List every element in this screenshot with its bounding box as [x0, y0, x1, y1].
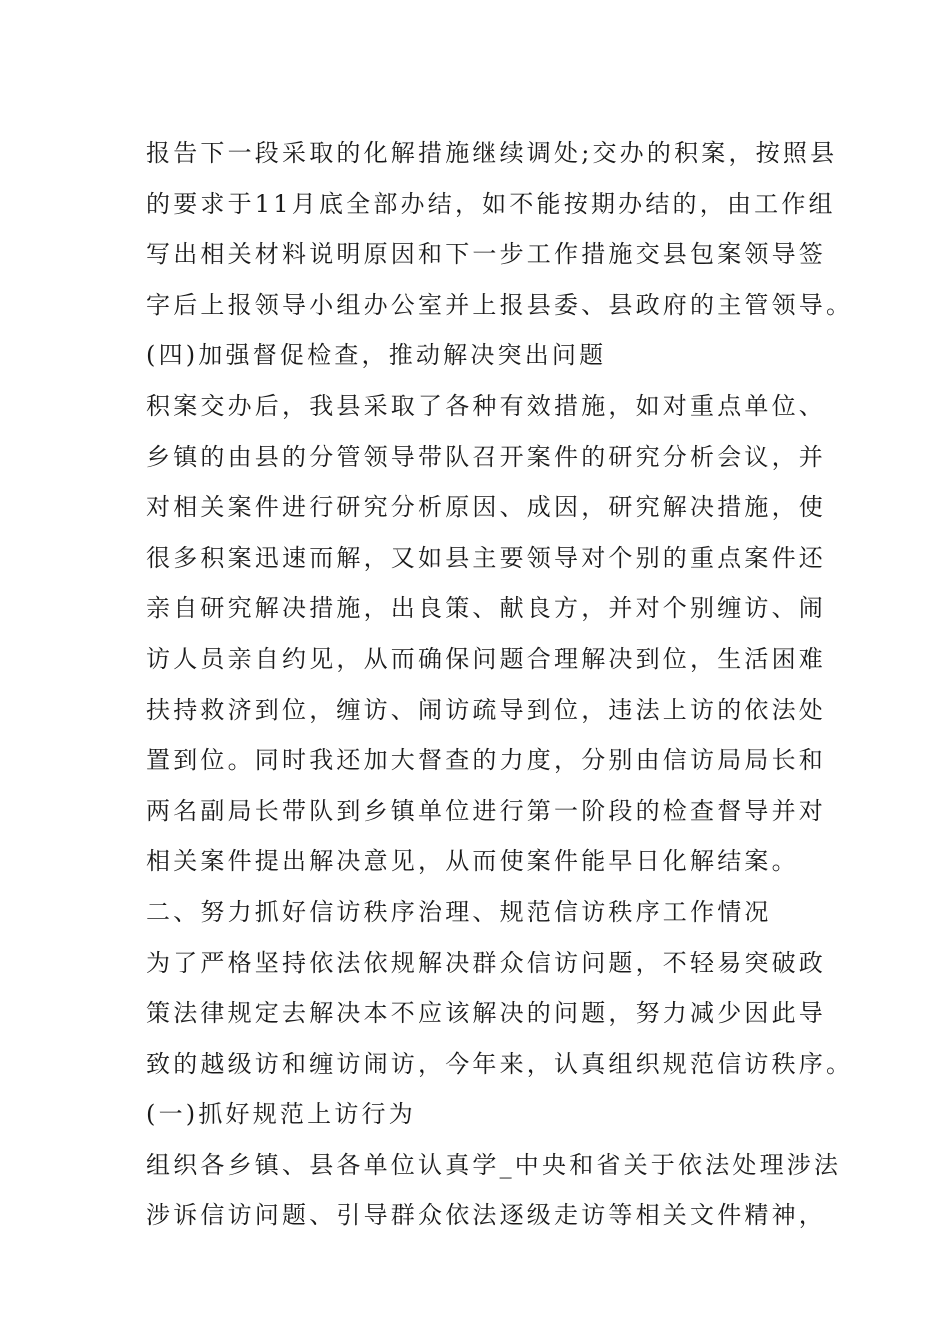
text-line: 对相关案件进行研究分析原因、成因，研究解决措施，使: [146, 493, 826, 522]
text-line: 为了严格坚持依法依规解决群众信访问题，不轻易突破政: [146, 948, 826, 977]
text-line: 致的越级访和缠访闹访，今年来，认真组织规范信访秩序。: [146, 1049, 854, 1078]
text-line: 的要求于11月底全部办结，如不能按期办结的，由工作组: [146, 189, 836, 218]
text-line: 两名副局长带队到乡镇单位进行第一阶段的检查督导并对: [146, 796, 826, 825]
text-line: 置到位。同时我还加大督查的力度，分别由信访局局长和: [146, 746, 826, 775]
text-line: 亲自研究解决措施，出良策、献良方，并对个别缠访、闹: [146, 594, 826, 623]
text-line: 报告下一段采取的化解措施继续调处;交办的积案，按照县: [146, 139, 838, 167]
document-body: [146, 128, 854, 1241]
text-line: 相关案件提出解决意见，从而使案件能早日化解结案。: [146, 847, 799, 876]
section-heading: 二、努力抓好信访秩序治理、规范信访秩序工作情况: [146, 897, 772, 926]
section-heading: (一)抓好规范上访行为: [146, 1100, 416, 1129]
text-line: 组织各乡镇、县各单位认真学_中央和省关于依法处理涉法: [146, 1150, 842, 1179]
text-line: 策法律规定去解决本不应该解决的问题，努力减少因此导: [146, 999, 826, 1028]
text-line: 写出相关材料说明原因和下一步工作措施交县包案领导签: [146, 240, 826, 269]
text-line: 很多积案迅速而解，又如县主要领导对个别的重点案件还: [146, 543, 826, 572]
text-line: 扶持救济到位，缠访、闹访疏导到位，违法上访的依法处: [146, 695, 826, 724]
text-line: 涉诉信访问题、引导群众依法逐级走访等相关文件精神，: [146, 1201, 826, 1230]
text-line: 积案交办后，我县采取了各种有效措施，如对重点单位、: [146, 391, 826, 420]
section-heading: (四)加强督促检查，推动解决突出问题: [146, 341, 607, 370]
text-line: 访人员亲自约见，从而确保问题合理解决到位，生活困难: [146, 644, 826, 673]
text-line: 字后上报领导小组办公室并上报县委、县政府的主管领导。: [146, 290, 854, 319]
text-line: 乡镇的由县的分管领导带队召开案件的研究分析会议，并: [146, 442, 826, 471]
